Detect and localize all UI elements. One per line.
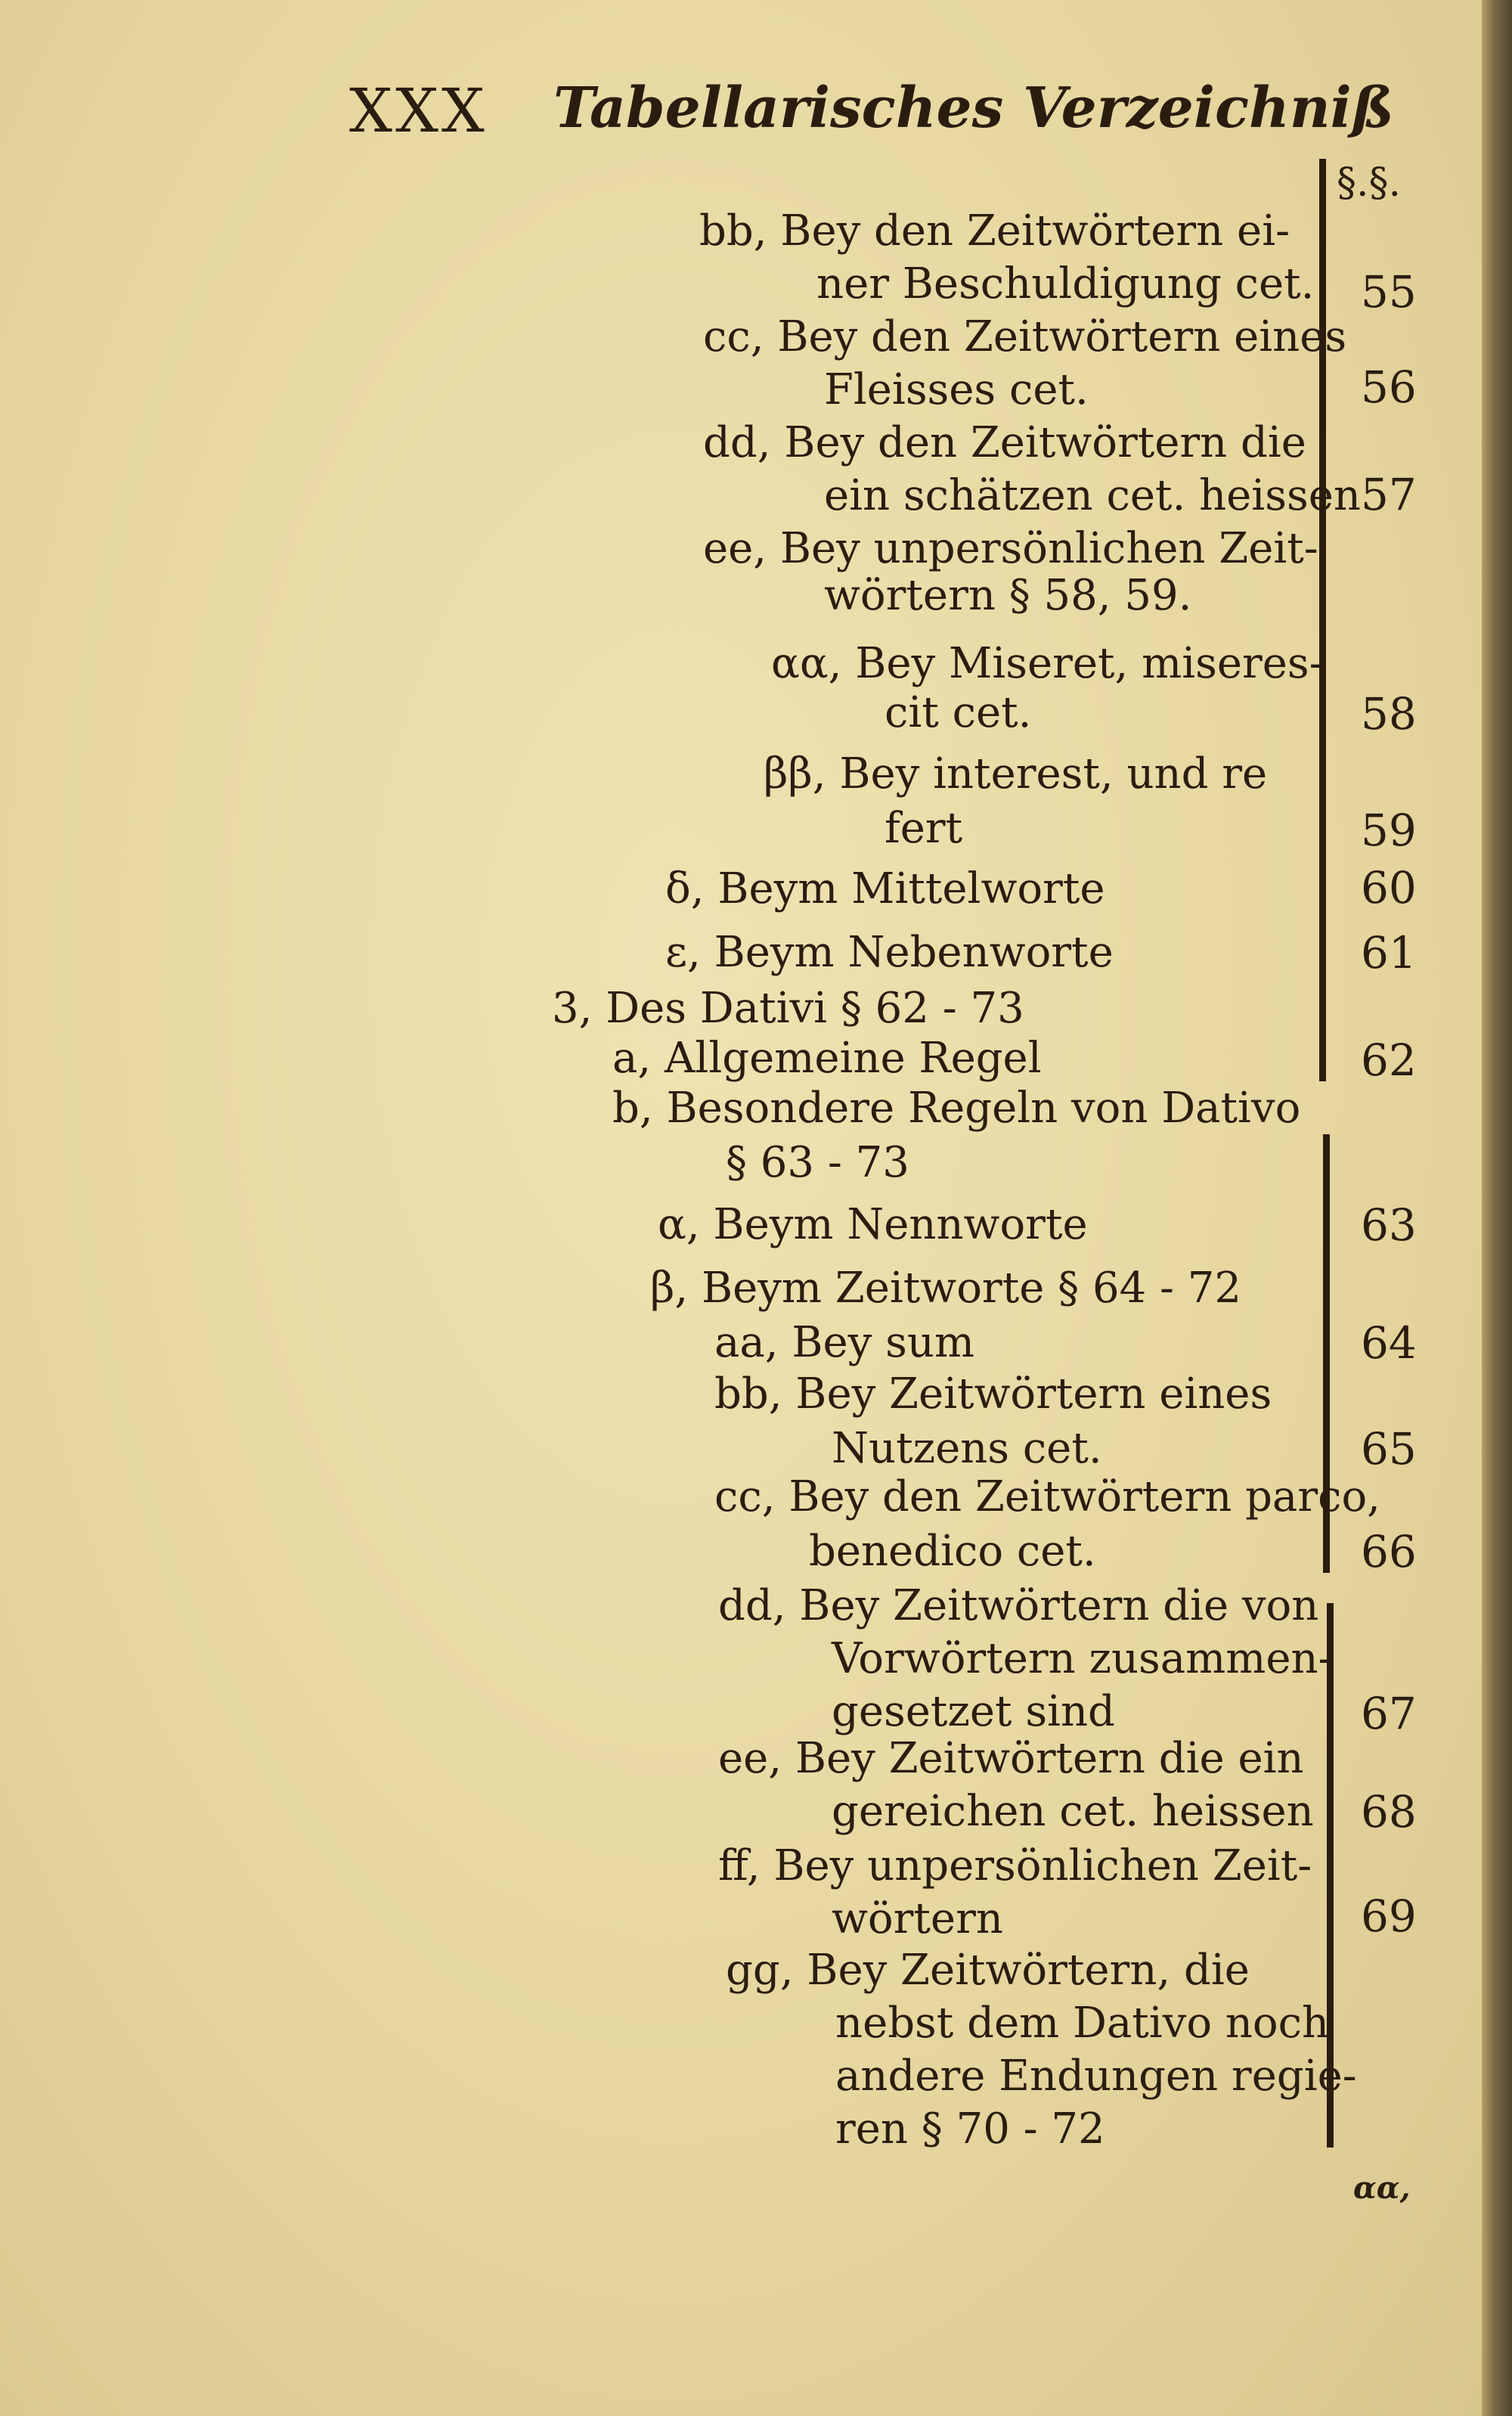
entry-line: benedico cet.	[809, 1527, 1096, 1576]
entry-line: § 63 - 73	[726, 1138, 909, 1187]
entry-line: ein schätzen cet. heissen	[824, 471, 1361, 520]
section-number: 66	[1361, 1526, 1417, 1577]
entry-line: Vorwörtern zusammen-	[832, 1634, 1333, 1683]
entry-line: gg, Bey Zeitwörtern, die	[726, 1946, 1250, 1995]
section-column-header: §.§.	[1337, 160, 1402, 206]
entry-line: a, Allgemeine Regel	[612, 1034, 1042, 1083]
entry-line: α, Beym Nennworte	[658, 1200, 1088, 1249]
entry-line: dd, Bey Zeitwörtern die von	[718, 1581, 1319, 1630]
entry-line: Nutzens cet.	[832, 1424, 1102, 1473]
book-edge	[1482, 0, 1512, 2416]
entry-line: gereichen cet. heissen	[832, 1787, 1314, 1836]
entry-line: δ, Beym Mittelworte	[665, 864, 1105, 913]
entry-line: aa, Bey sum	[714, 1318, 975, 1367]
entry-line: nebst dem Dativo noch	[835, 1999, 1330, 2048]
page-title: Tabellarisches Verzeichniß	[553, 76, 1394, 141]
column-rule-top	[1319, 159, 1326, 1081]
catchword: αα,	[1353, 2170, 1411, 2206]
entry-line: ε, Beym Nebenworte	[665, 928, 1114, 977]
entry-line: β, Beym Zeitworte § 64 - 72	[650, 1264, 1241, 1313]
entry-line: ner Beschuldigung cet.	[816, 259, 1315, 309]
section-number: 65	[1361, 1423, 1417, 1475]
entry-line: dd, Bey den Zeitwörtern die	[703, 418, 1306, 467]
entry-line: ren § 70 - 72	[835, 2104, 1105, 2154]
entry-line: andere Endungen regie-	[835, 2052, 1357, 2101]
section-number: 63	[1361, 1199, 1417, 1251]
entry-line: 3, Des Dativi § 62 - 73	[552, 984, 1024, 1033]
section-number: 61	[1361, 927, 1417, 978]
section-number: 55	[1361, 266, 1417, 318]
entry-line: Fleisses cet.	[824, 365, 1089, 414]
entry-line: wörtern	[832, 1894, 1003, 1943]
entry-line: bb, Bey den Zeitwörtern ei-	[699, 206, 1290, 256]
section-number: 60	[1361, 862, 1417, 913]
entry-line: cc, Bey den Zeitwörtern parco,	[714, 1472, 1380, 1521]
section-number: 59	[1361, 805, 1417, 856]
page-number: XXX	[349, 76, 488, 146]
entry-line: fert	[885, 804, 963, 853]
section-number: 56	[1361, 361, 1417, 413]
entry-line: ββ, Bey interest, und re	[764, 749, 1268, 799]
entry-line: αα, Bey Miseret, miseres-	[771, 639, 1324, 688]
entry-line: bb, Bey Zeitwörtern eines	[714, 1369, 1272, 1419]
section-number: 57	[1361, 469, 1417, 520]
entry-line: gesetzet sind	[832, 1687, 1115, 1736]
entry-line: ee, Bey unpersönlichen Zeit-	[703, 524, 1318, 573]
entry-line: cc, Bey den Zeitwörtern eines	[703, 312, 1347, 361]
section-number: 69	[1361, 1890, 1417, 1942]
entry-line: cit cet.	[885, 688, 1032, 737]
entry-line: b, Besondere Regeln von Dativo	[612, 1084, 1301, 1133]
section-number: 68	[1361, 1786, 1417, 1838]
entry-line: ee, Bey Zeitwörtern die ein	[718, 1734, 1304, 1783]
entry-line: wörtern § 58, 59.	[824, 571, 1192, 620]
section-number: 67	[1361, 1688, 1417, 1739]
section-number: 64	[1361, 1317, 1417, 1369]
section-number: 62	[1361, 1034, 1417, 1086]
entry-line: ff, Bey unpersönlichen Zeit-	[718, 1841, 1312, 1890]
section-number: 58	[1361, 688, 1417, 740]
